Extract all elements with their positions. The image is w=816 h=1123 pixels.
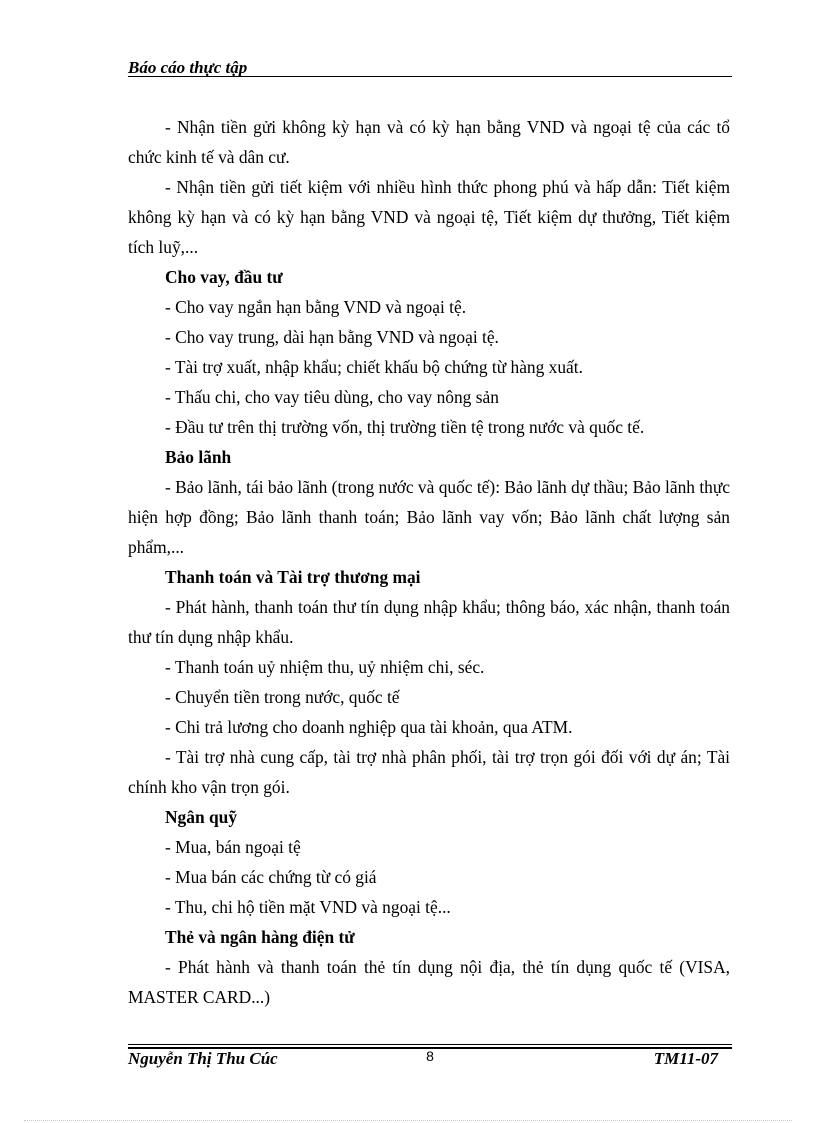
- section-heading-guarantee: Bảo lãnh: [165, 447, 232, 467]
- list-item: - Chuyển tiền trong nước, quốc tế: [165, 687, 400, 707]
- list-item: - Phát hành, thanh toán thư tín dụng nhập khẩu; thông báo, xác nhận, thanh toán thư tín dụng nhập khẩu.: [128, 597, 730, 647]
- document-body: [128, 112, 730, 1012]
- list-item: - Phát hành và thanh toán thẻ tín dụng nội địa, thẻ tín dụng quốc tế (VISA, MASTER CARD...): [128, 957, 730, 1007]
- footer-author: Nguyễn Thị Thu Cúc: [128, 1049, 278, 1068]
- list-item: - Tài trợ xuất, nhập khẩu; chiết khấu bộ chứng từ hàng xuất.: [165, 357, 583, 377]
- header-divider: [128, 76, 732, 77]
- section-heading-cards: Thẻ và ngân hàng điện tử: [165, 927, 355, 947]
- list-item: - Cho vay ngắn hạn bằng VND và ngoại tệ.: [165, 297, 467, 317]
- list-item: - Cho vay trung, dài hạn bằng VND và ngoại tệ.: [165, 327, 499, 347]
- footer-divider-thin: [128, 1044, 732, 1045]
- page-edge: [24, 1120, 792, 1121]
- list-item: - Tài trợ nhà cung cấp, tài trợ nhà phân phối, tài trợ trọn gói đối với dự án; Tài chính kho vận trọn gói.: [128, 747, 730, 797]
- list-item: - Thu, chi hộ tiền mặt VND và ngoại tệ...: [165, 897, 451, 917]
- section-heading-treasury: Ngân quỹ: [165, 807, 238, 827]
- header-title: Báo cáo thực tập: [128, 58, 248, 77]
- list-item: - Đầu tư trên thị trường vốn, thị trường tiền tệ trong nước và quốc tế.: [165, 417, 645, 437]
- paragraph-deposits-savings: - Nhận tiền gửi tiết kiệm với nhiều hình thức phong phú và hấp dẫn: Tiết kiệm không kỳ hạn và có kỳ hạn bằng VND và ngoại tệ, Tiết kiệm dự thưởng, Tiết kiệm tích luỹ,...: [128, 177, 730, 257]
- paragraph-deposits-term: - Nhận tiền gửi không kỳ hạn và có kỳ hạn bằng VND và ngoại tệ của các tổ chức kinh tế và dân cư.: [128, 117, 730, 167]
- list-item: - Bảo lãnh, tái bảo lãnh (trong nước và quốc tế): Bảo lãnh dự thầu; Bảo lãnh thực hiện hợp đồng; Bảo lãnh thanh toán; Bảo lãnh vay vốn; Bảo lãnh chất lượng sản phẩm,...: [128, 477, 730, 557]
- section-heading-lending: Cho vay, đầu tư: [165, 267, 283, 287]
- list-item: - Thanh toán uỷ nhiệm thu, uỷ nhiệm chi, séc.: [165, 657, 485, 677]
- section-heading-trade-finance: Thanh toán và Tài trợ thương mại: [165, 567, 421, 587]
- footer-class-code: TM11-07: [653, 1049, 718, 1068]
- list-item: - Chi trả lương cho doanh nghiệp qua tài khoản, qua ATM.: [165, 717, 573, 737]
- list-item: - Mua, bán ngoại tệ: [165, 837, 301, 857]
- list-item: - Mua bán các chứng từ có giá: [165, 867, 377, 887]
- page-number: 8: [426, 1048, 434, 1064]
- list-item: - Thấu chi, cho vay tiêu dùng, cho vay nông sản: [165, 387, 499, 407]
